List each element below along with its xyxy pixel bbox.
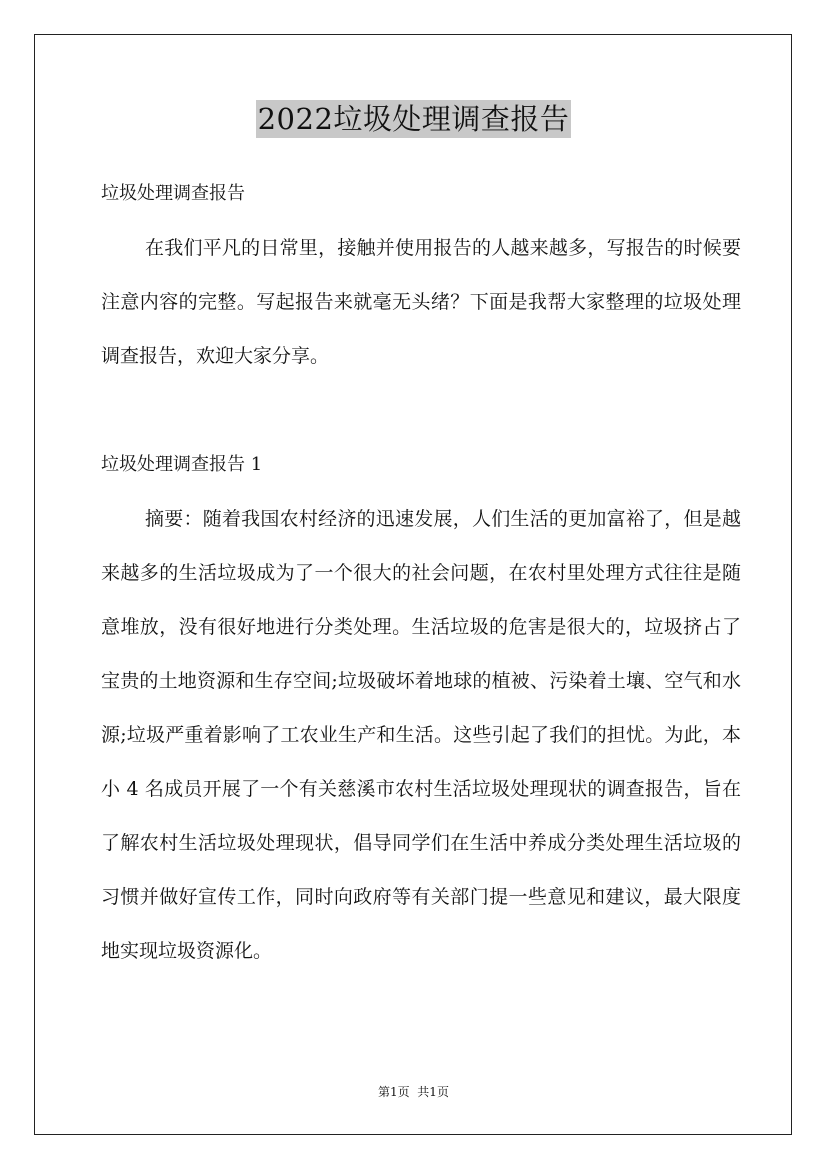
- abstract-paragraph: 摘要：随着我国农村经济的迅速发展，人们生活的更加富裕了，但是越来越多的生活垃圾成为了一个很大的社会问题，在农村里处理方式往往是随意堆放，没有很好地进行分类处理。生活垃圾的危害是很大的，垃圾挤占了宝贵的土地资源和生存空间;垃圾破坏着地球的植被、污染着土壤、空气和水源;垃圾严重着影响了工农业生产和生活。这些引起了我们的担忧。为此，本小 4 名成员开展了一个有关慈溪市农村生活垃圾处理现状的调查报告，旨在了解农村生活垃圾处理现状，倡导同学们在生活中养成分类处理生活垃圾的习惯并做好宣传工作，同时向政府等有关部门提一些意见和建议，最大限度地实现垃圾资源化。: [101, 508, 741, 962]
- intro-paragraph: 在我们平凡的日常里，接触并使用报告的人越来越多，写报告的时候要注意内容的完整。写起报告来就毫无头绪？下面是我帮大家整理的垃圾处理调查报告，欢迎大家分享。: [101, 237, 741, 367]
- document-title-text: 2022垃圾处理调查报告: [257, 102, 570, 136]
- page-number-footer: 第1页 共1页: [378, 1085, 449, 1099]
- document-title: [0, 100, 827, 138]
- section-heading: 垃圾处理调查报告 1: [101, 454, 263, 475]
- document-subtitle: 垃圾处理调查报告: [101, 183, 245, 204]
